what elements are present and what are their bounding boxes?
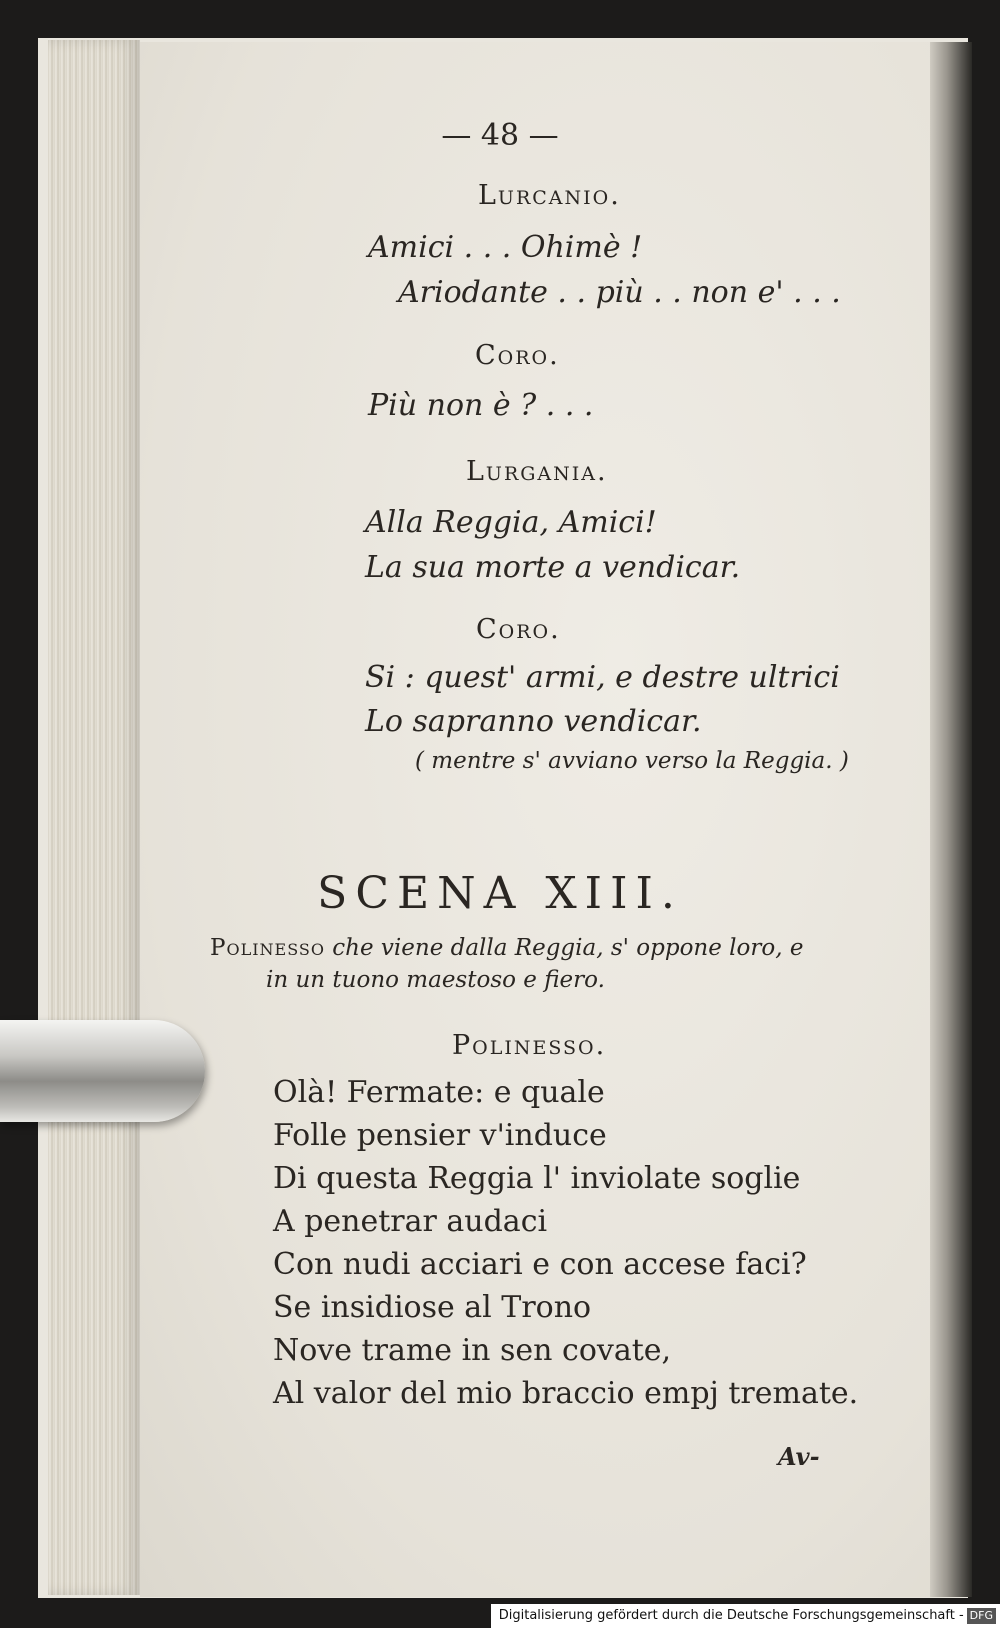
- book-clip: [0, 1020, 205, 1122]
- verse-line: Amici . . . Ohimè !: [368, 230, 643, 265]
- scene-direction: [210, 935, 803, 961]
- verse-line: Folle pensier v'induce: [273, 1118, 607, 1153]
- verse-line: Nove trame in sen covate,: [273, 1333, 672, 1368]
- verse-line: Di questa Reggia l' inviolate soglie: [273, 1161, 801, 1196]
- speaker-coro: Coro.: [476, 614, 561, 645]
- verse-line: Al valor del mio braccio empj tremate.: [273, 1376, 859, 1411]
- digitization-footer: [491, 1604, 1000, 1628]
- speaker-lurgania: Lurgania.: [466, 456, 608, 487]
- scene-direction-cont: in un tuono maestoso e fiero.: [266, 967, 605, 993]
- verse-line: Con nudi acciari e con accese faci?: [273, 1247, 807, 1282]
- verse-line: Se insidiose al Trono: [273, 1290, 592, 1325]
- verse-line: Si : quest' armi, e destre ultrici: [365, 660, 840, 695]
- verse-line: Più non è ? . . .: [368, 388, 594, 423]
- verse-line: La sua morte a vendicar.: [365, 550, 741, 585]
- verse-line: A penetrar audaci: [273, 1204, 548, 1239]
- verse-line: Alla Reggia, Amici!: [365, 505, 657, 540]
- verse-line: Olà! Fermate: e quale: [273, 1075, 605, 1110]
- scene-title: SCENA XIII.: [317, 868, 683, 919]
- scene-direction-text: che viene dalla Reggia, s' oppone loro, e: [332, 935, 804, 961]
- scene-direction-name: Polinesso: [210, 935, 325, 961]
- footer-text: Digitalisierung gefördert durch die Deutsche Forschungsgemeinschaft -: [498, 1608, 964, 1623]
- verse-line: Lo sapranno vendicar.: [365, 704, 702, 739]
- speaker-lurcanio: Lurcanio.: [478, 180, 621, 211]
- verse-line: Ariodante . . più . . non e' . . .: [398, 275, 841, 310]
- speaker-polinesso: Polinesso.: [452, 1030, 607, 1061]
- dfg-logo: DFG: [967, 1608, 996, 1624]
- page-edges: [48, 40, 140, 1595]
- gutter-shadow: [930, 42, 972, 1597]
- speaker-coro: Coro.: [475, 340, 560, 371]
- stage-direction: ( mentre s' avviano verso la Reggia. ): [415, 748, 849, 774]
- page-number: — 48 —: [441, 118, 559, 153]
- catchword: Av-: [778, 1442, 820, 1471]
